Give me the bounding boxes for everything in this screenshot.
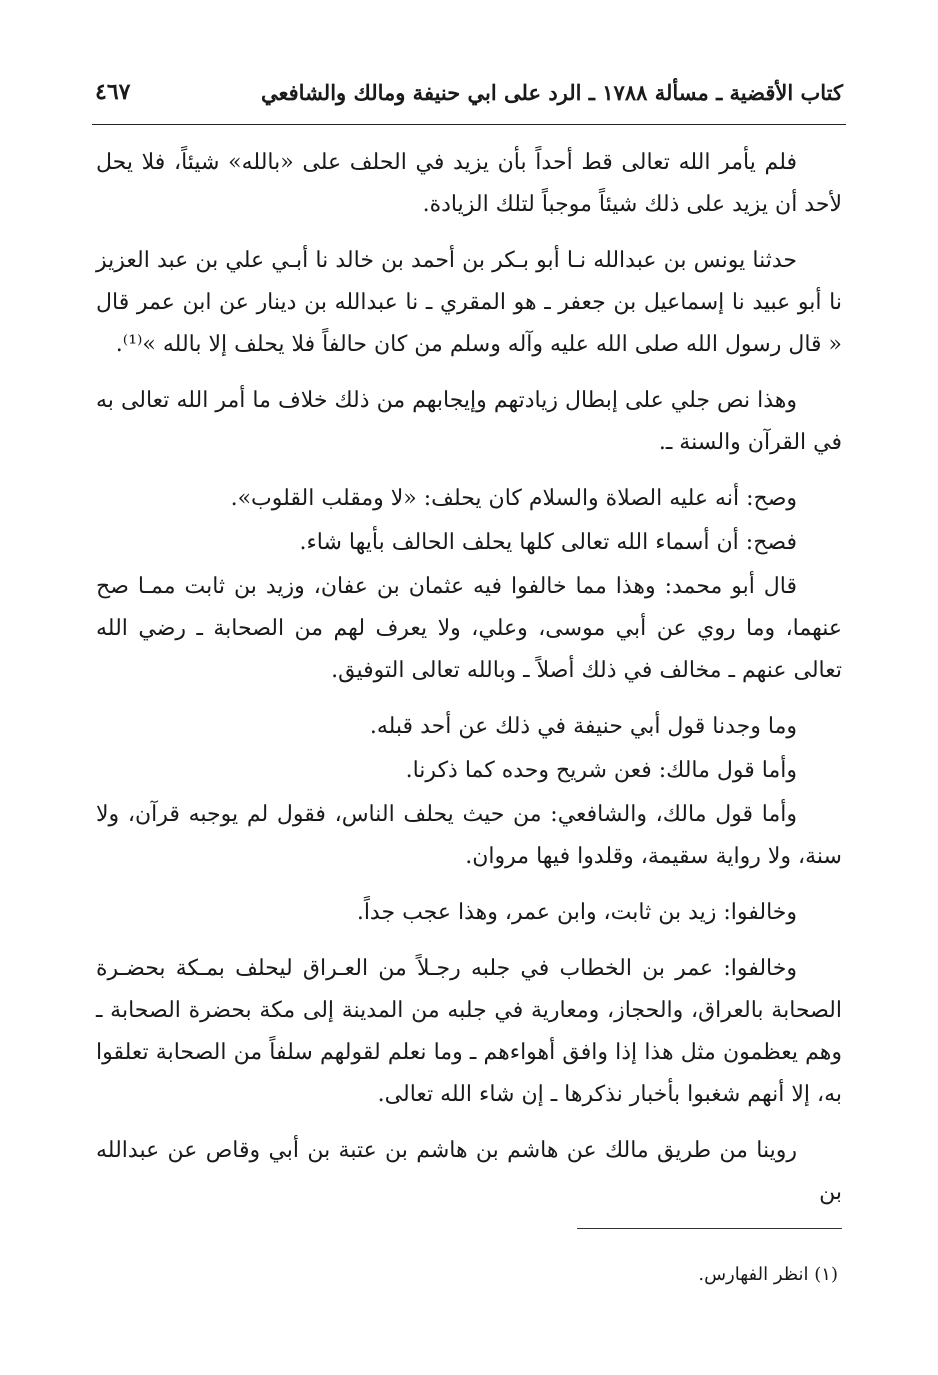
running-title: كتاب الأقضية ـ مسألة ١٧٨٨ ـ الرد على ابي حنيفة ومالك والشافعي — [261, 79, 843, 105]
paragraph: حدثنا يونس بن عبدالله نـا أبو بـكر بن أحمد بن خالد نا أبـي علي بن عبد العزيز نا أبو عبيد نا إسماعيل بن جعفر ـ هو المقري ـ نا عبدالله بن دينار عن ابن عمر قال « قال رسول الله صلى الله عليه وآله وسلم من كان حالفاً فلا يحلف إلا بالله »⁽¹⁾. — [96, 248, 842, 357]
paragraph: وما وجدنا قول أبي حنيفة في ذلك عن أحد قبله. — [369, 714, 797, 739]
paragraph: فلم يأمر الله تعالى قط أحداً بأن يزيد في الحلف على «بالله» شيئاً، فلا يحل لأحد أن يزيد على ذلك شيئاً موجباً لتلك الزيادة. — [96, 150, 842, 217]
paragraph: وهذا نص جلي على إبطال زيادتهم وإيجابهم من ذلك خلاف ما أمر الله تعالى به في القرآن والسنة ـ. — [96, 388, 842, 455]
paragraph: وصح: أنه عليه الصلاة والسلام كان يحلف: «لا ومقلب القلوب». — [230, 486, 797, 511]
footnote-divider — [577, 1228, 842, 1229]
paragraph: وخالفوا: عمر بن الخطاب في جلبه رجـلاً من العـراق ليحلف بمـكة بحضـرة الصحابة بالعراق، والحجاز، ومعارية في جلبه من المدينة إلى مكة بحضرة الصحابة ـ وهم يعظمون مثل هذا إذا وافق أهواءهم ـ وما نعلم لقولهم سلفاً من الصحابة تعلقوا به، إلا أنهم شغبوا بأخبار نذكرها ـ إن شاء الله تعالى. — [96, 956, 842, 1107]
header-divider — [92, 124, 846, 125]
page-header — [95, 72, 843, 112]
main-text — [96, 142, 842, 1228]
paragraph: فصح: أن أسماء الله تعالى كلها يحلف الحالف بأيها شاء. — [299, 530, 797, 555]
paragraph: وأما قول مالك، والشافعي: من حيث يحلف الناس، فقول لم يوجبه قرآن، ولا سنة، ولا رواية سقيمة، وقلدوا فيها مروان. — [96, 802, 842, 869]
paragraph: روينا من طريق مالك عن هاشم بن هاشم بن عتبة بن أبي وقاص عن عبدالله بن — [96, 1138, 842, 1205]
paragraph: قال أبو محمد: وهذا مما خالفوا فيه عثمان بن عفان، وزيد بن ثابت ممـا صح عنهما، وما روي عن أبي موسى، وعلي، ولا يعرف لهم من الصحابة ـ رضي الله تعالى عنهم ـ مخالف في ذلك أصلاً ـ وبالله تعالى التوفيق. — [96, 574, 842, 683]
paragraph: وخالفوا: زيد بن ثابت، وابن عمر، وهذا عجب جداً. — [356, 900, 797, 925]
footnote: (١) انظر الفهارس. — [698, 1264, 838, 1285]
page-number: ٤٦٧ — [95, 79, 131, 105]
paragraph: وأما قول مالك: فعن شريح وحده كما ذكرنا. — [405, 758, 797, 783]
